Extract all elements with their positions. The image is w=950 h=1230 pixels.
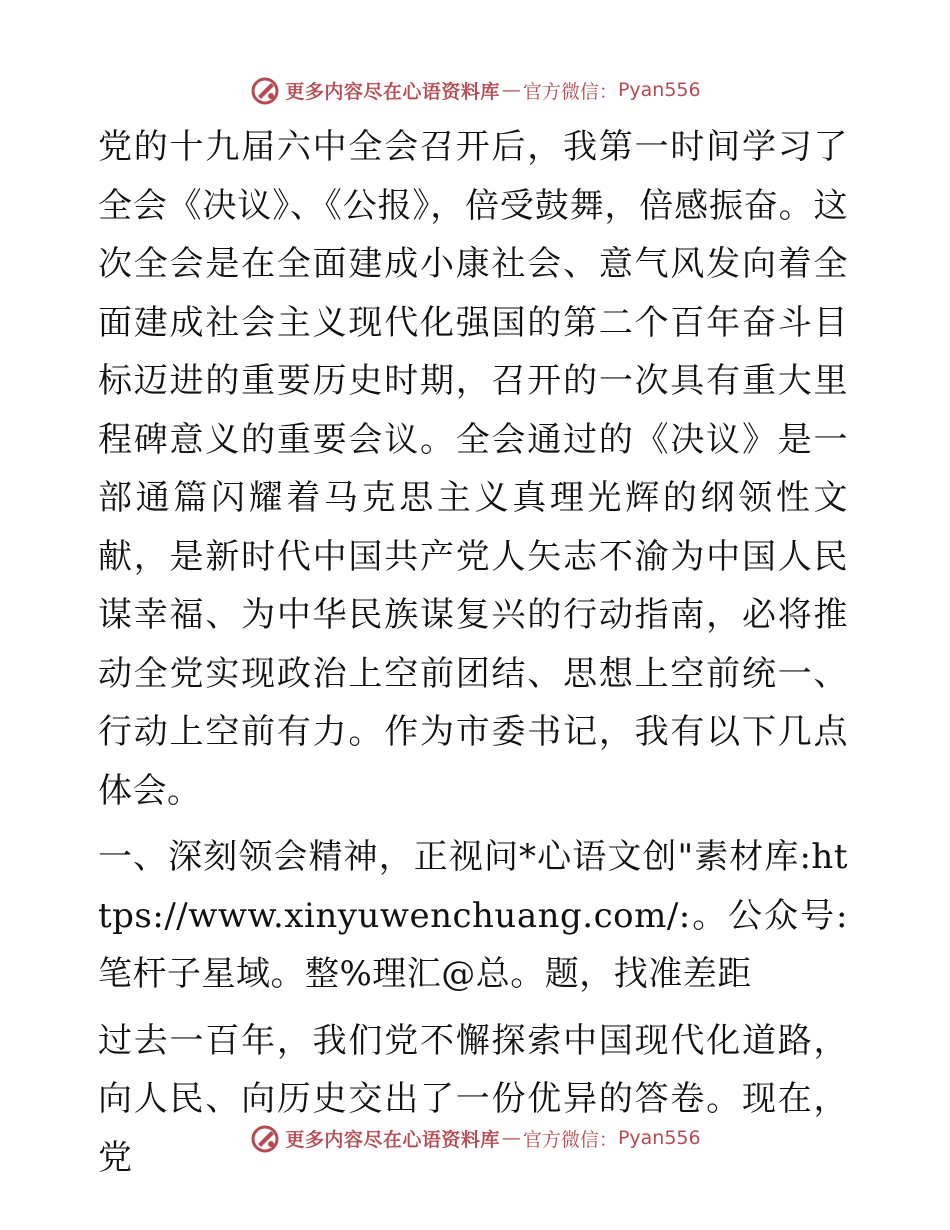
paragraph-intro: 党的十九届六中全会召开后，我第一时间学习了全会《决议》、《公报》，倍受鼓舞，倍感振奋。这次全会是在全面建成小康社会、意气风发向着全面建成社会主义现代化强国的第二个百年奋斗目标迈进的重要历史时期，召开的一次具有重大里程碑意义的重要会议。全会通过的《决议》是一部通篇闪耀着马克思主义真理光辉的纲领性文献，是新时代中国共产党人矢志不渝为中国人民谋幸福、为中华民族谋复兴的行动指南，必将推动全党实现政治上空前团结、思想上空前统一、行动上空前有力。作为市委书记，我有以下几点体会。 xyxy=(98,127,848,811)
watermark-brand-text: 更多内容尽在心语资料库 xyxy=(285,1128,500,1151)
watermark-separator: — xyxy=(501,1127,521,1149)
watermark-separator: — xyxy=(501,79,521,101)
watermark-account: Pyan556 xyxy=(617,1127,701,1149)
watermark-label: 官方微信： xyxy=(522,80,618,103)
section-heading-1: 一、深刻领会精神，正视问*心语文创"素材库:https://www.xinyuwenchuang.com/:。公众号: 笔杆子星域。整%理汇@总。题，找准差距 xyxy=(98,837,848,994)
brand-logo-icon xyxy=(249,1122,281,1154)
paragraph-history: 过去一百年，我们党不懈探索中国现代化道路，向人民、向历史交出了一份优异的答卷。现在，党 xyxy=(98,1020,848,1178)
watermark-brand-text: 更多内容尽在心语资料库 xyxy=(285,80,500,103)
document-body xyxy=(98,118,848,1187)
watermark-footer xyxy=(0,1118,950,1158)
watermark-header xyxy=(0,70,950,110)
watermark-label: 官方微信： xyxy=(522,1128,618,1151)
brand-logo-icon xyxy=(249,74,281,106)
watermark-account: Pyan556 xyxy=(617,79,701,101)
